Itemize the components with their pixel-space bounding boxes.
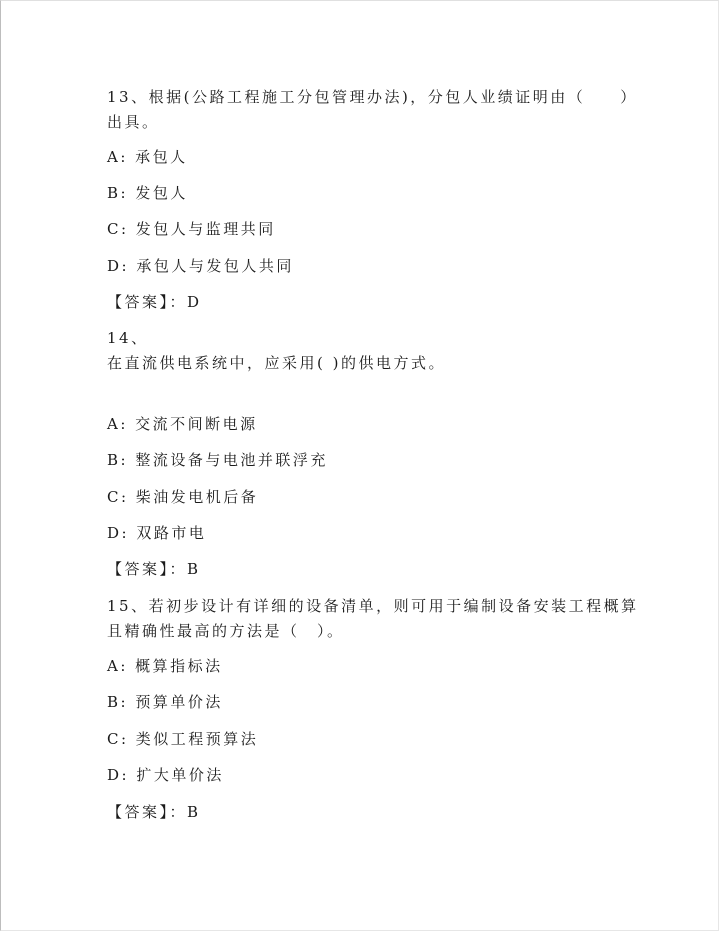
question-13-option-d: D: 承包人与发包人共同 — [107, 257, 294, 275]
question-14-option-b: B: 整流设备与电池并联浮充 — [107, 451, 328, 469]
question-14-stem-line-2: 在直流供电系统中，应采用( )的供电方式。 — [107, 354, 446, 372]
question-13-option-c: C: 发包人与监理共同 — [107, 220, 276, 238]
question-14-stem-line-1: 14、 — [107, 329, 149, 347]
question-15-stem-line-1: 15、若初步设计有详细的设备清单，则可用于编制设备安装工程概算 — [107, 597, 639, 615]
question-14-option-d: D: 双路市电 — [107, 524, 207, 542]
question-13-stem-line-1: 13、根据(公路工程施工分包管理办法)，分包人业绩证明由（ ） — [107, 88, 638, 106]
question-13-option-b: B: 发包人 — [107, 184, 188, 202]
question-14-answer: 【答案】：B — [107, 560, 201, 578]
question-13-stem-line-2: 出具。 — [107, 113, 160, 131]
question-14-option-c: C: 柴油发电机后备 — [107, 488, 259, 506]
question-15-answer: 【答案】：B — [107, 803, 201, 821]
question-15-option-d: D: 扩大单价法 — [107, 766, 224, 784]
question-13-option-a: A: 承包人 — [107, 148, 188, 166]
question-15-option-c: C: 类似工程预算法 — [107, 730, 259, 748]
question-15-option-b: B: 预算单价法 — [107, 693, 223, 711]
question-13-answer: 【答案】：D — [107, 293, 202, 311]
question-14-option-a: A: 交流不间断电源 — [107, 415, 258, 433]
question-15-option-a: A: 概算指标法 — [107, 657, 223, 675]
question-15-stem-line-2: 且精确性最高的方法是（ ）。 — [107, 622, 345, 640]
